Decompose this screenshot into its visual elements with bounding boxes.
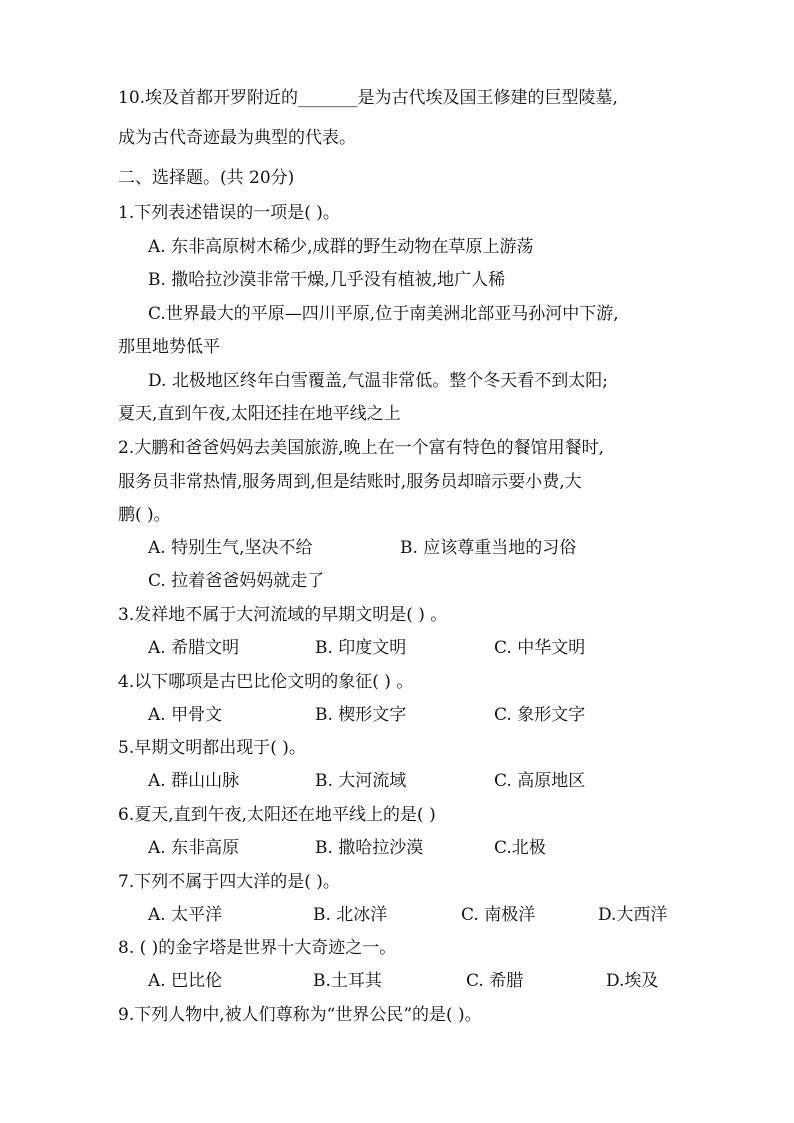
q7-option-d: D.大西洋 <box>598 905 668 925</box>
q1-option-a: A. 东非高原树木稀少,成群的野生动物在草原上游荡 <box>148 237 534 257</box>
q4-option-b: B. 楔形文字 <box>315 705 407 725</box>
q5-option-b: B. 大河流域 <box>315 771 407 791</box>
section-heading: 二、选择题。(共 20分) <box>118 168 295 188</box>
q4-option-a: A. 甲骨文 <box>148 705 223 725</box>
q7-option-b: B. 北冰洋 <box>313 905 388 925</box>
q7-option-c: C. 南极洋 <box>461 905 536 925</box>
q8-stem: 8. ( )的金字塔是世界十大奇迹之一。 <box>118 938 397 958</box>
q4-stem: 4.以下哪项是古巴比伦文明的象征( ) 。 <box>118 672 414 692</box>
q8-option-c: C. 希腊 <box>466 971 524 991</box>
q6-option-a: A. 东非高原 <box>148 838 240 858</box>
q8-option-b: B.土耳其 <box>313 971 382 991</box>
q3-option-b: B. 印度文明 <box>315 638 407 658</box>
q8-option-a: A. 巴比伦 <box>148 971 223 991</box>
q10-line1: 10.埃及首都开罗附近的_______是为古代埃及国王修建的巨型陵墓, <box>118 88 618 108</box>
q1-option-d-line1: D. 北极地区终年白雪覆盖,气温非常低。整个冬天看不到太阳; <box>148 371 608 391</box>
q2-stem-line3: 鹏( )。 <box>118 505 171 525</box>
q1-stem: 1.下列表述错误的一项是( )。 <box>118 203 340 223</box>
q1-option-c-line2: 那里地势低平 <box>118 337 220 357</box>
q2-stem-line1: 2.大鹏和爸爸妈妈去美国旅游,晚上在一个富有特色的餐馆用餐时, <box>118 438 605 458</box>
q6-option-c: C.北极 <box>494 838 546 858</box>
q6-option-b: B. 撒哈拉沙漠 <box>315 838 424 858</box>
q2-option-b: B. 应该尊重当地的习俗 <box>400 538 577 558</box>
q5-option-c: C. 高原地区 <box>494 771 586 791</box>
q3-option-c: C. 中华文明 <box>494 638 586 658</box>
q2-stem-line2: 服务员非常热情,服务周到,但是结账时,服务员却暗示要小费,大 <box>118 472 582 492</box>
q7-stem: 7.下列不属于四大洋的是( )。 <box>118 872 340 892</box>
q2-option-a: A. 特别生气,坚决不给 <box>148 538 313 558</box>
q10-line2: 成为古代奇迹最为典型的代表。 <box>118 128 356 148</box>
q8-option-d: D.埃及 <box>606 971 659 991</box>
q1-option-d-line2: 夏天,直到午夜,太阳还挂在地平线之上 <box>118 404 401 424</box>
q5-option-a: A. 群山山脉 <box>148 771 240 791</box>
q3-stem: 3.发祥地不属于大河流域的早期文明是( ) 。 <box>118 605 448 625</box>
q9-stem: 9.下列人物中,被人们尊称为“世界公民”的是( )。 <box>118 1005 482 1025</box>
q4-option-c: C. 象形文字 <box>494 705 586 725</box>
q5-stem: 5.早期文明都出现于( )。 <box>118 738 306 758</box>
q6-stem: 6.夏天,直到午夜,太阳还在地平线上的是( ) <box>118 805 436 825</box>
q1-option-c-line1: C.世界最大的平原—四川平原,位于南美洲北部亚马孙河中下游, <box>148 304 619 324</box>
q3-option-a: A. 希腊文明 <box>148 638 240 658</box>
q1-option-b: B. 撒哈拉沙漠非常干燥,几乎没有植被,地广人稀 <box>148 270 506 290</box>
q7-option-a: A. 太平洋 <box>148 905 223 925</box>
q2-option-c: C. 拉着爸爸妈妈就走了 <box>148 571 325 591</box>
